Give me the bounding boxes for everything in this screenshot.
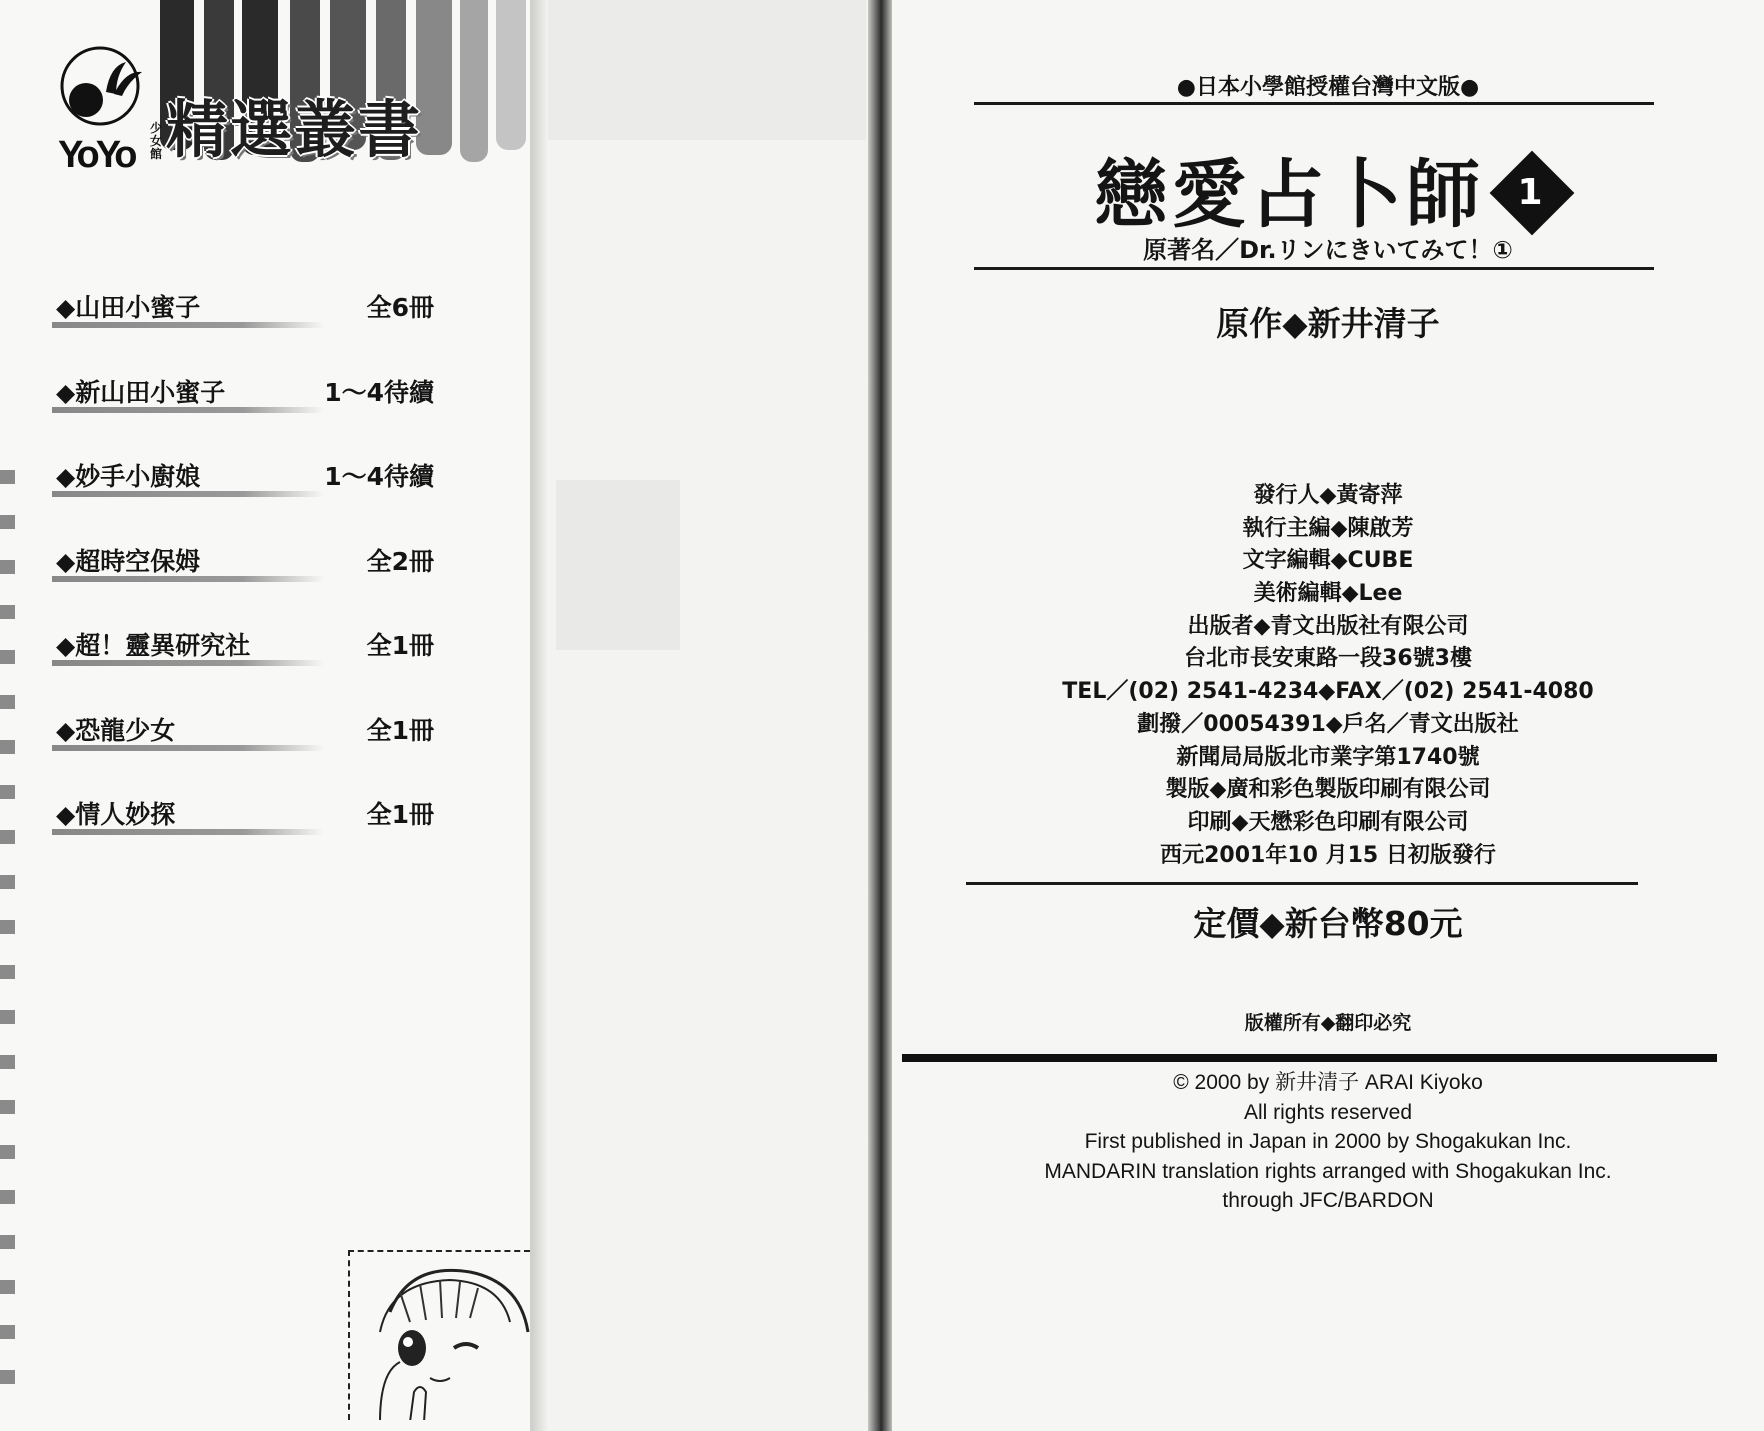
- binding-mark: [0, 1325, 15, 1339]
- series-title: 精選叢書: [166, 93, 423, 166]
- credit-line: 製版◆廣和彩色製版印刷有限公司: [1165, 777, 1491, 803]
- binding-mark: [0, 1370, 15, 1384]
- stripe: [496, 0, 526, 150]
- binding-mark: [0, 1280, 15, 1294]
- list-item: [52, 626, 434, 711]
- binding-mark: [0, 695, 15, 709]
- book-volumes: 全2冊: [366, 546, 434, 576]
- binding-marks: [0, 470, 16, 1410]
- list-item: [52, 795, 434, 880]
- credit-line: 新聞局局版北市業字第1740號: [1176, 744, 1480, 770]
- credit-line: 美術編輯◆Lee: [1253, 581, 1403, 607]
- faint-paper-block: [556, 480, 680, 650]
- girl-face-icon: [350, 1252, 530, 1420]
- binding-mark: [0, 1190, 15, 1204]
- right-page: [892, 0, 1764, 1431]
- list-item: [52, 711, 434, 796]
- book-title: ◆超時空保姆: [56, 546, 201, 576]
- binding-mark: [0, 1100, 15, 1114]
- binding-mark: [0, 1055, 15, 1069]
- divider: [966, 882, 1638, 885]
- page-title: [892, 136, 1764, 242]
- binding-mark: [0, 470, 15, 484]
- divider: [974, 102, 1654, 105]
- publisher-logo: [58, 42, 163, 177]
- binding-mark: [0, 740, 15, 754]
- logo-subtext: 少女館: [150, 121, 163, 161]
- copyright-line: © 2000 by 新井清子 ARAI Kiyoko: [1173, 1071, 1483, 1094]
- book-title: ◆超！靈異研究社: [56, 631, 251, 660]
- binding-mark: [0, 875, 15, 889]
- credit-line: 印刷◆天懋彩色印刷有限公司: [1187, 809, 1469, 835]
- inner-flap: [0, 0, 532, 1431]
- divider: [52, 407, 324, 413]
- rights-notice: 版權所有◆翻印必究: [1244, 1012, 1412, 1034]
- binding-mark: [0, 1235, 15, 1249]
- credit-line: TEL／(02) 2541-4234◆FAX／(02) 2541-4080: [1062, 679, 1594, 705]
- binding-mark: [0, 830, 15, 844]
- book-volumes: 全1冊: [366, 800, 434, 829]
- book-title: ◆情人妙探: [56, 800, 176, 829]
- binding-mark: [0, 965, 15, 979]
- credit-line: 西元2001年10 月15 日初版發行: [1160, 842, 1496, 868]
- binding-mark: [0, 920, 15, 934]
- credit-line: 文字編輯◆CUBE: [1242, 548, 1414, 574]
- copyright-line: First published in Japan in 2000 by Shogakukan Inc.: [1084, 1130, 1572, 1153]
- book-volumes: 全6冊: [366, 293, 434, 322]
- character-illustration: [348, 1250, 530, 1420]
- copyright-line: All rights reserved: [1243, 1100, 1413, 1124]
- original-title: 原著名／Dr.リンにきいてみて！①: [1143, 236, 1513, 264]
- binding-mark: [0, 1145, 15, 1159]
- divider: [52, 322, 324, 328]
- list-item: [52, 457, 434, 542]
- divider: [974, 267, 1654, 270]
- binding-mark: [0, 515, 15, 529]
- binding-mark: [0, 785, 15, 799]
- divider: [52, 745, 324, 751]
- book-title: ◆恐龍少女: [56, 715, 176, 745]
- credit-line: 劃撥／00054391◆戶名／青文出版社: [1137, 711, 1519, 737]
- book-gutter: [868, 0, 892, 1431]
- book-volumes: 全1冊: [366, 631, 434, 660]
- book-list: [52, 288, 434, 880]
- flap-shadow: [532, 0, 548, 1431]
- list-item: [52, 373, 434, 458]
- divider: [52, 829, 324, 835]
- binding-mark: [0, 560, 15, 574]
- price-line: 定價◆新台幣80元: [1193, 904, 1463, 943]
- faint-paper-block: [536, 0, 866, 140]
- credit-line: 台北市長安東路一段36號3樓: [1184, 646, 1472, 672]
- binding-mark: [0, 650, 15, 664]
- book-volumes: 全1冊: [366, 715, 434, 745]
- book-volumes: 1～4待續: [324, 462, 434, 491]
- license-line: ●日本小學館授權台灣中文版●: [1176, 75, 1480, 100]
- logo-wordmark: YoYo: [58, 134, 134, 176]
- credits-block: [892, 480, 1764, 872]
- volume-badge: [1490, 151, 1575, 236]
- logo-mark-icon: [58, 42, 148, 137]
- list-item: [52, 288, 434, 373]
- credit-line: 發行人◆黃寄萍: [1253, 483, 1403, 508]
- binding-mark: [0, 1010, 15, 1024]
- binding-mark: [0, 605, 15, 619]
- book-title: ◆妙手小廚娘: [56, 462, 201, 491]
- copyright-line: MANDARIN translation rights arranged with Shogakukan Inc.: [1044, 1159, 1612, 1183]
- credit-line: 出版者◆青文出版社有限公司: [1187, 613, 1469, 639]
- book-volumes: 1～4待續: [324, 377, 434, 407]
- book-title: ◆山田小蜜子: [56, 293, 201, 322]
- credit-line: 執行主編◆陳啟芳: [1242, 515, 1414, 541]
- thick-divider: [902, 1054, 1717, 1062]
- author-line: 原作◆新井清子: [1216, 304, 1440, 343]
- book-title: ◆新山田小蜜子: [56, 377, 226, 407]
- divider: [52, 660, 324, 666]
- book-title: 戀愛占卜師: [1094, 152, 1484, 238]
- stripe: [460, 0, 488, 162]
- volume-number: 1: [1517, 172, 1547, 214]
- divider: [52, 576, 324, 582]
- list-item: [52, 542, 434, 627]
- divider: [52, 491, 324, 497]
- copyright-line: through JFC/BARDON: [1222, 1189, 1434, 1212]
- copyright-block: [892, 1068, 1764, 1216]
